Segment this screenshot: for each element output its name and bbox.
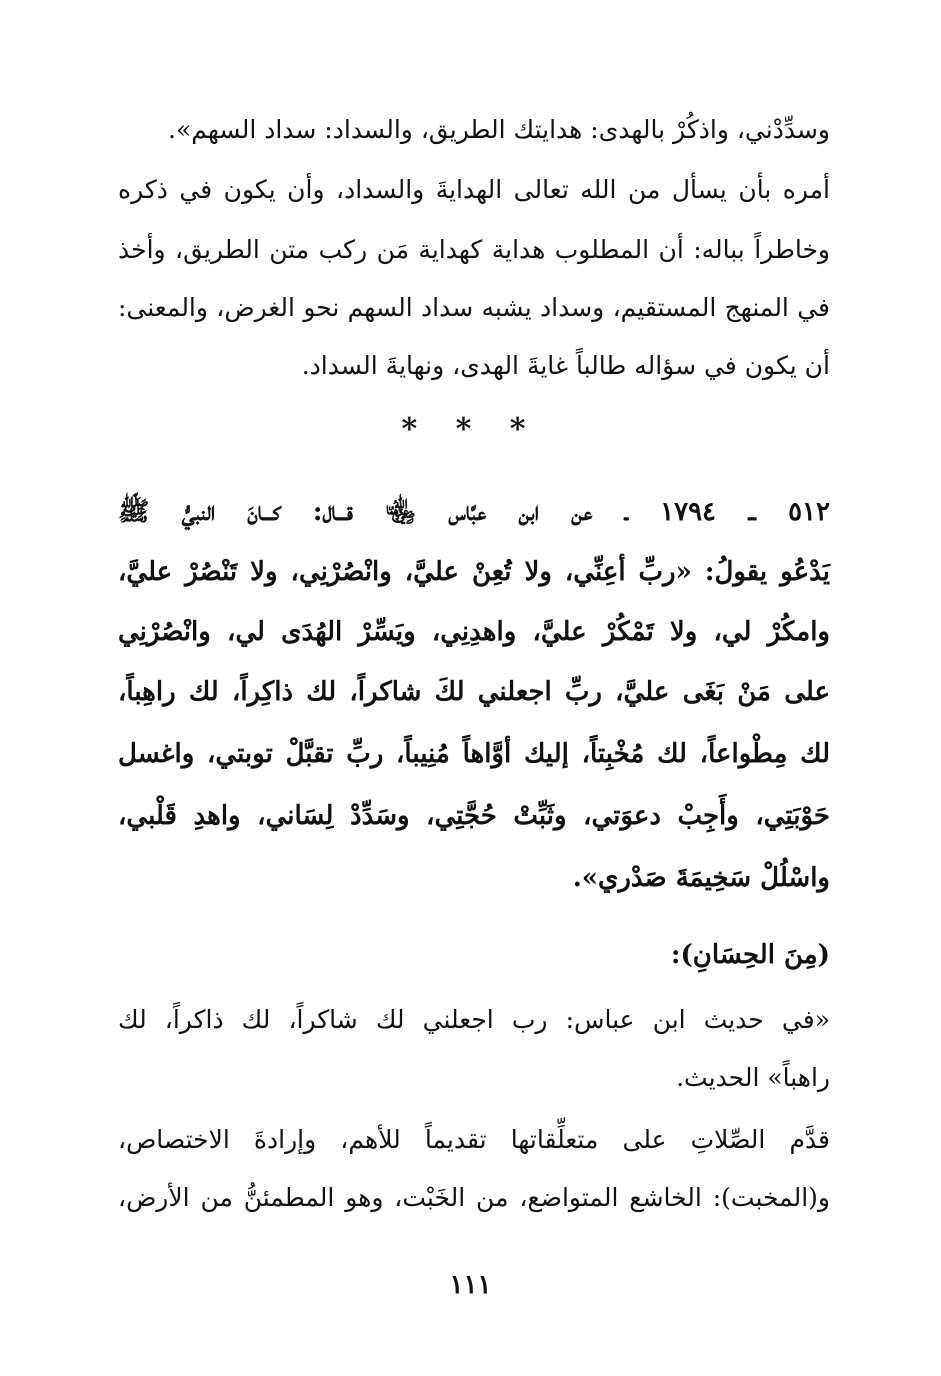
hadith-header-line: ٥١٢ ـ ١٧٩٤ ـ عن ابن عبَّاس ﵄ قـــال: كـــانَ النبيُّ ﷺ [118, 497, 830, 527]
hadith-text-line: واسْلُلْ سَخِيمَةَ صَدْري». [572, 863, 830, 893]
text-line: «في حديث ابن عباس: رب اجعلني لك شاكراً، لك ذاكراً، لك [118, 1005, 830, 1034]
text-line: وسدِّدْني، واذكُرْ بالهدى: هدايتك الطريق، والسداد: سداد السهم». [168, 115, 830, 144]
text-line: أن يكون في سؤاله طالباً غايةَ الهدى، ونهايةَ السداد. [301, 351, 830, 380]
text-line: و(المخبت): الخاشع المتواضع، من الخَبْت، وهو المطمئنُّ من الأرض، [118, 1183, 830, 1212]
text-line: وخاطراً بباله: أن المطلوب هداية كهداية مَن ركب متن الطريق، وأخذ [118, 235, 830, 264]
hadith-text-line: حَوْبَتِي، وأَجِبْ دعوَتي، وثَبِّتْ حُجَّتِي، وسَدِّدْ لِسَاني، واهدِ قَلْبي، [118, 801, 830, 831]
hadith-text-line: على مَنْ بَغَى عليَّ، ربِّ اجعلني لكَ شاكراً، لك ذاكِراً، لك راهِباً، [118, 677, 830, 707]
hadith-text-line: وامكُرْ لي، ولا تَمْكُرْ عليَّ، واهدِنِي، ويَسِّرْ الهُدَى لي، وانْصُرْنِي [118, 617, 830, 647]
section-separator: * * * [401, 412, 540, 447]
text-line: راهباً» الحديث. [676, 1063, 830, 1092]
page-number: ١١١ [449, 1270, 492, 1300]
text-line: قدَّم الصِّلاتِ على متعلِّقاتها تقديماً للأهم، وإرادةَ الاختصاص، [118, 1125, 830, 1154]
hadith-text-line: يَدْعُو يقولُ: «ربِّ أعِنِّي، ولا تُعِنْ عليَّ، وانْصُرْنِي، ولا تَنْصُرْ عليَّ، [118, 557, 830, 587]
text-line: في المنهج المستقيم، وسداد يشبه سداد السهم نحو الغرض، والمعنى: [118, 293, 830, 322]
hadith-text-line: لك مِطْواعاً، لك مُخْبِتاً، إليك أوَّاهاً مُنِيباً، ربِّ تقبَّلْ توبتي، واغسل [118, 739, 830, 769]
subsection-heading: (مِنَ الحِسَانِ): [670, 940, 830, 970]
text-line: أمره بأن يسأل من الله تعالى الهدايةَ والسداد، وأن يكون في ذكره [118, 175, 830, 204]
